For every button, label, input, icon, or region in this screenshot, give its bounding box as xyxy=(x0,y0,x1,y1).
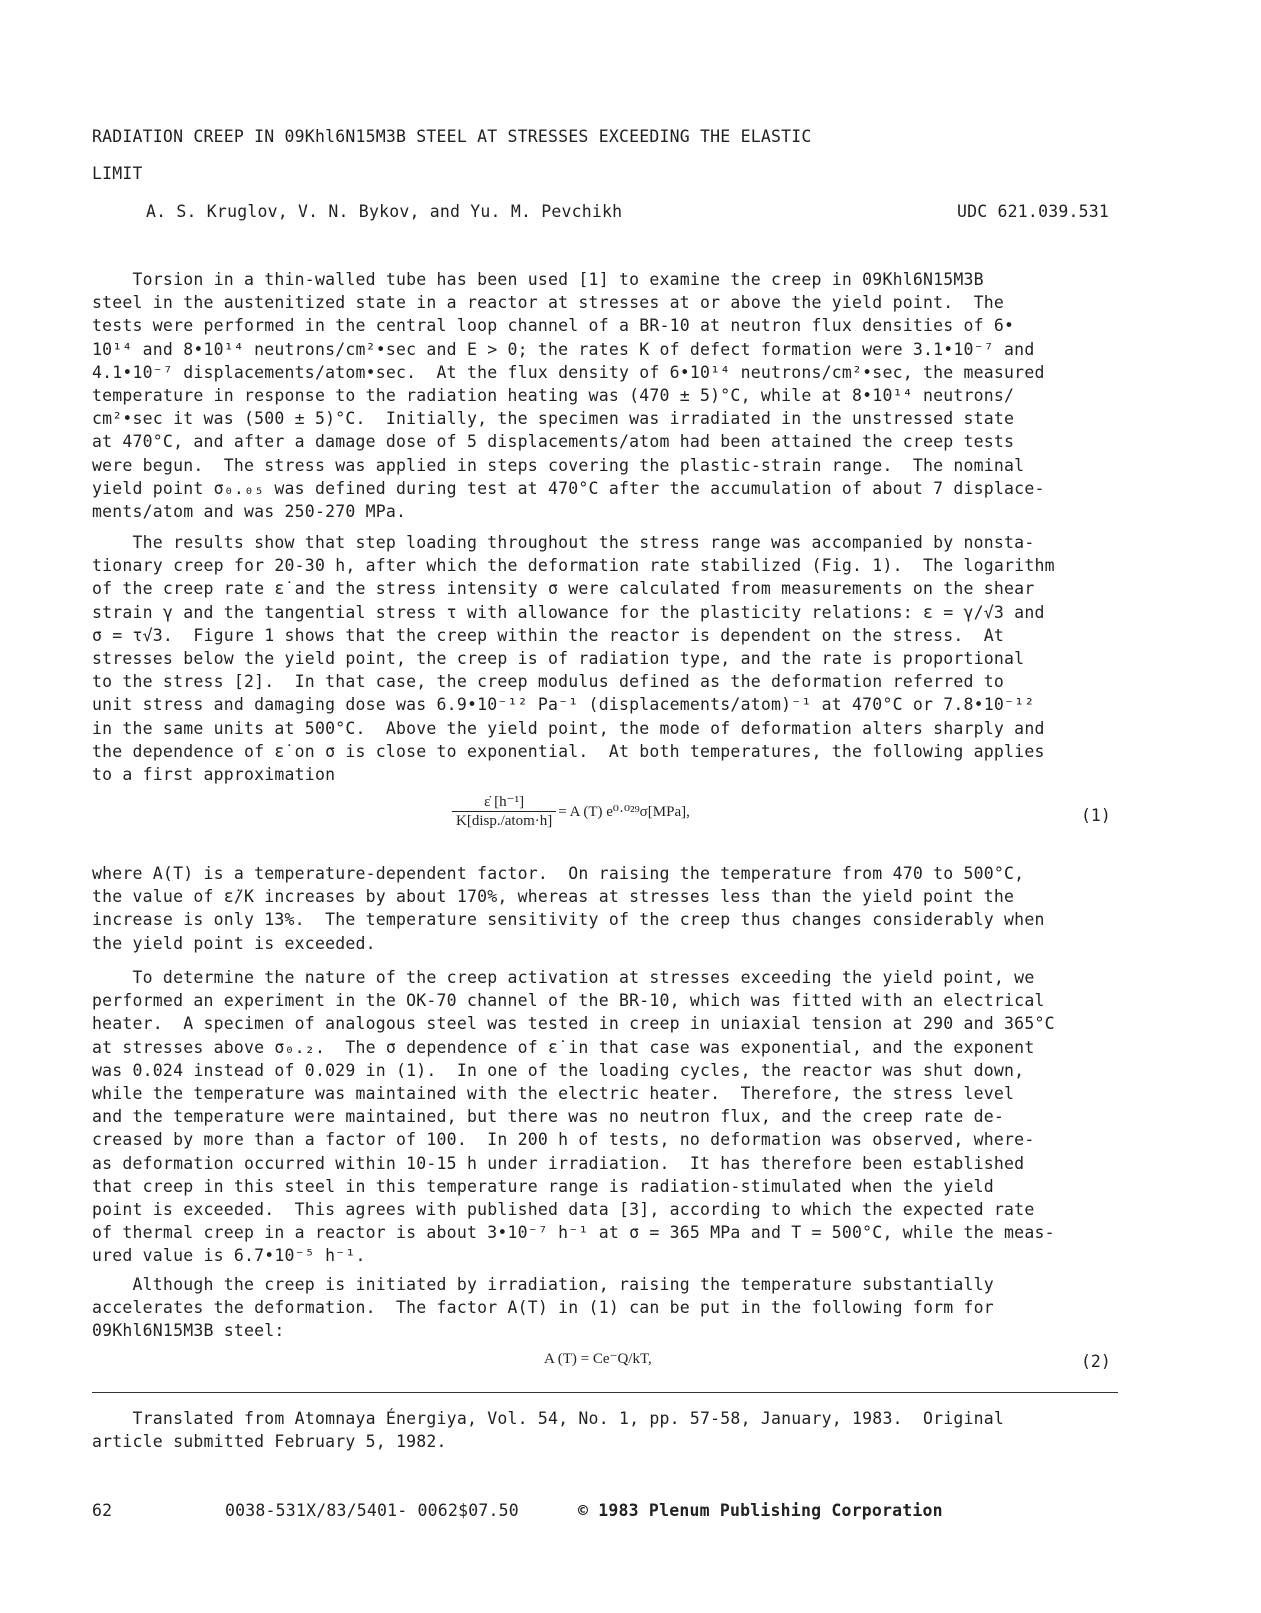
equation-1-numerator: ε̇ [h⁻¹] xyxy=(484,794,525,810)
equation-1-rhs: = A (T) e⁰·⁰²⁹σ[MPa], xyxy=(558,804,690,820)
paragraph-2: The results show that step loading throughout the stress range was accompanied by nonsta- tionary creep for 20-30 h, after which the deformation rate stabilized (Fig. 1). The logarithm of the creep rate ε̇ and the stress intensity σ were calculated from measurements on the shear strain γ and the tangential stress τ with allowance for the plasticity relations: ε = γ/√3 and σ = τ√3. Figure 1 shows that the creep within the reactor is dependent on the stress. At stresses below the yield point, the creep is of radiation type, and the rate is proportional to the stress [2]. In that case, the creep modulus defined as the deformation referred to unit stress and damaging dose was 6.9•10⁻¹² Pa⁻¹ (displacements/atom)⁻¹ at 470°C or 7.8•10⁻¹² in the same units at 500°C. Above the yield point, the mode of deformation alters sharply and the dependence of ε̇ on σ is close to exponential. At both temperatures, the following applies to a first approximation xyxy=(92,533,1055,785)
paragraph-4: To determine the nature of the creep activation at stresses exceeding the yield point, we performed an experiment in the OK-70 channel of the BR-10, which was fitted with an electrical heater. A specimen of analogous steel was tested in creep in uniaxial tension at 290 and 365°C at stresses above σ₀.₂. The σ dependence of ε̇ in that case was exponential, and the exponent was 0.024 instead of 0.029 in (1). In one of the loading cycles, the reactor was shut down, while the temperature was maintained with the electric heater. Therefore, the stress level and the temperature were maintained, but there was no neutron flux, and the creep rate de- creased by more than a factor of 100. In 200 h of tests, no deformation was observed, where- as deformation occurred within 10-15 h under irradiation. It has therefore been established that creep in this steel in this temperature range is radiation-stimulated when the yield point is exceeded. This agrees with published data [3], according to which the expected rate of thermal creep in a reactor is about 3•10⁻⁷ h⁻¹ at σ = 365 MPa and T = 500°C, while the meas- ured value is 6.7•10⁻⁵ h⁻¹. xyxy=(92,968,1055,1266)
paragraph-5: Although the creep is initiated by irradiation, raising the temperature substantially accelerates the deformation. The factor A(T) in (1) can be put in the following form for 09Khl6N15M3B steel: xyxy=(92,1275,994,1341)
paragraph-3: where A(T) is a temperature-dependent factor. On raising the temperature from 470 to 500°C, the value of ε̇/K increases by about 170%, whereas at stresses less than the yield point the increase is only 13%. The temperature sensitivity of the creep thus changes considerably when the yield point is exceeded. xyxy=(92,864,1045,953)
paragraph-1: Torsion in a thin-walled tube has been used [1] to examine the creep in 09Khl6N15M3B steel in the austenitized state in a reactor at stresses at or above the yield point. The tests were performed in the central loop channel of a BR-10 at neutron flux densities of 6• 10¹⁴ and 8•10¹⁴ neutrons/cm²•sec and E > 0; the rates K of defect formation were 3.1•10⁻⁷ and 4.1•10⁻⁷ displacements/atom•sec. At the flux density of 6•10¹⁴ neutrons/cm²•sec, the measured temperature in response to the radiation heating was (470 ± 5)°C, while at 8•10¹⁴ neutrons/ cm²•sec it was (500 ± 5)°C. Initially, the specimen was irradiated in the unstressed state at 470°C, and after a damage dose of 5 displacements/atom had been attained the creep tests were begun. The stress was applied in steps covering the plastic-strain range. The nominal yield point σ₀.₀₅ was defined during test at 470°C after the accumulation of about 7 displace- ments/atom and was 250-270 MPa. xyxy=(92,270,1045,522)
authors: A. S. Kruglov, V. N. Bykov, and Yu. M. Pevchikh xyxy=(146,202,623,221)
footnote-divider xyxy=(92,1392,1118,1393)
equation-1 xyxy=(452,793,690,830)
udc-code: UDC 621.039.531 xyxy=(957,202,1110,221)
page-number: 62 xyxy=(92,1501,113,1520)
equation-1-fraction xyxy=(452,793,556,830)
equation-2: A (T) = Ce⁻Q/kT, xyxy=(544,1351,652,1367)
copyright: © 1983 Plenum Publishing Corporation xyxy=(578,1501,943,1520)
title-line-1: RADIATION CREEP IN 09Khl6N15M3B STEEL AT STRESSES EXCEEDING THE ELASTIC xyxy=(92,127,812,146)
equation-1-number: (1) xyxy=(1081,806,1111,825)
title-line-2: LIMIT xyxy=(92,164,143,183)
article-code: 0038-531X/83/5401- 0062$07.50 xyxy=(225,1501,519,1520)
equation-1-denominator: K[disp./atom·h] xyxy=(452,811,556,830)
equation-2-number: (2) xyxy=(1081,1352,1111,1371)
footnote: Translated from Atomnaya Énergiya, Vol. 54, No. 1, pp. 57-58, January, 1983. Original article submitted February 5, 1982. xyxy=(92,1409,1005,1452)
article-title xyxy=(92,118,812,192)
